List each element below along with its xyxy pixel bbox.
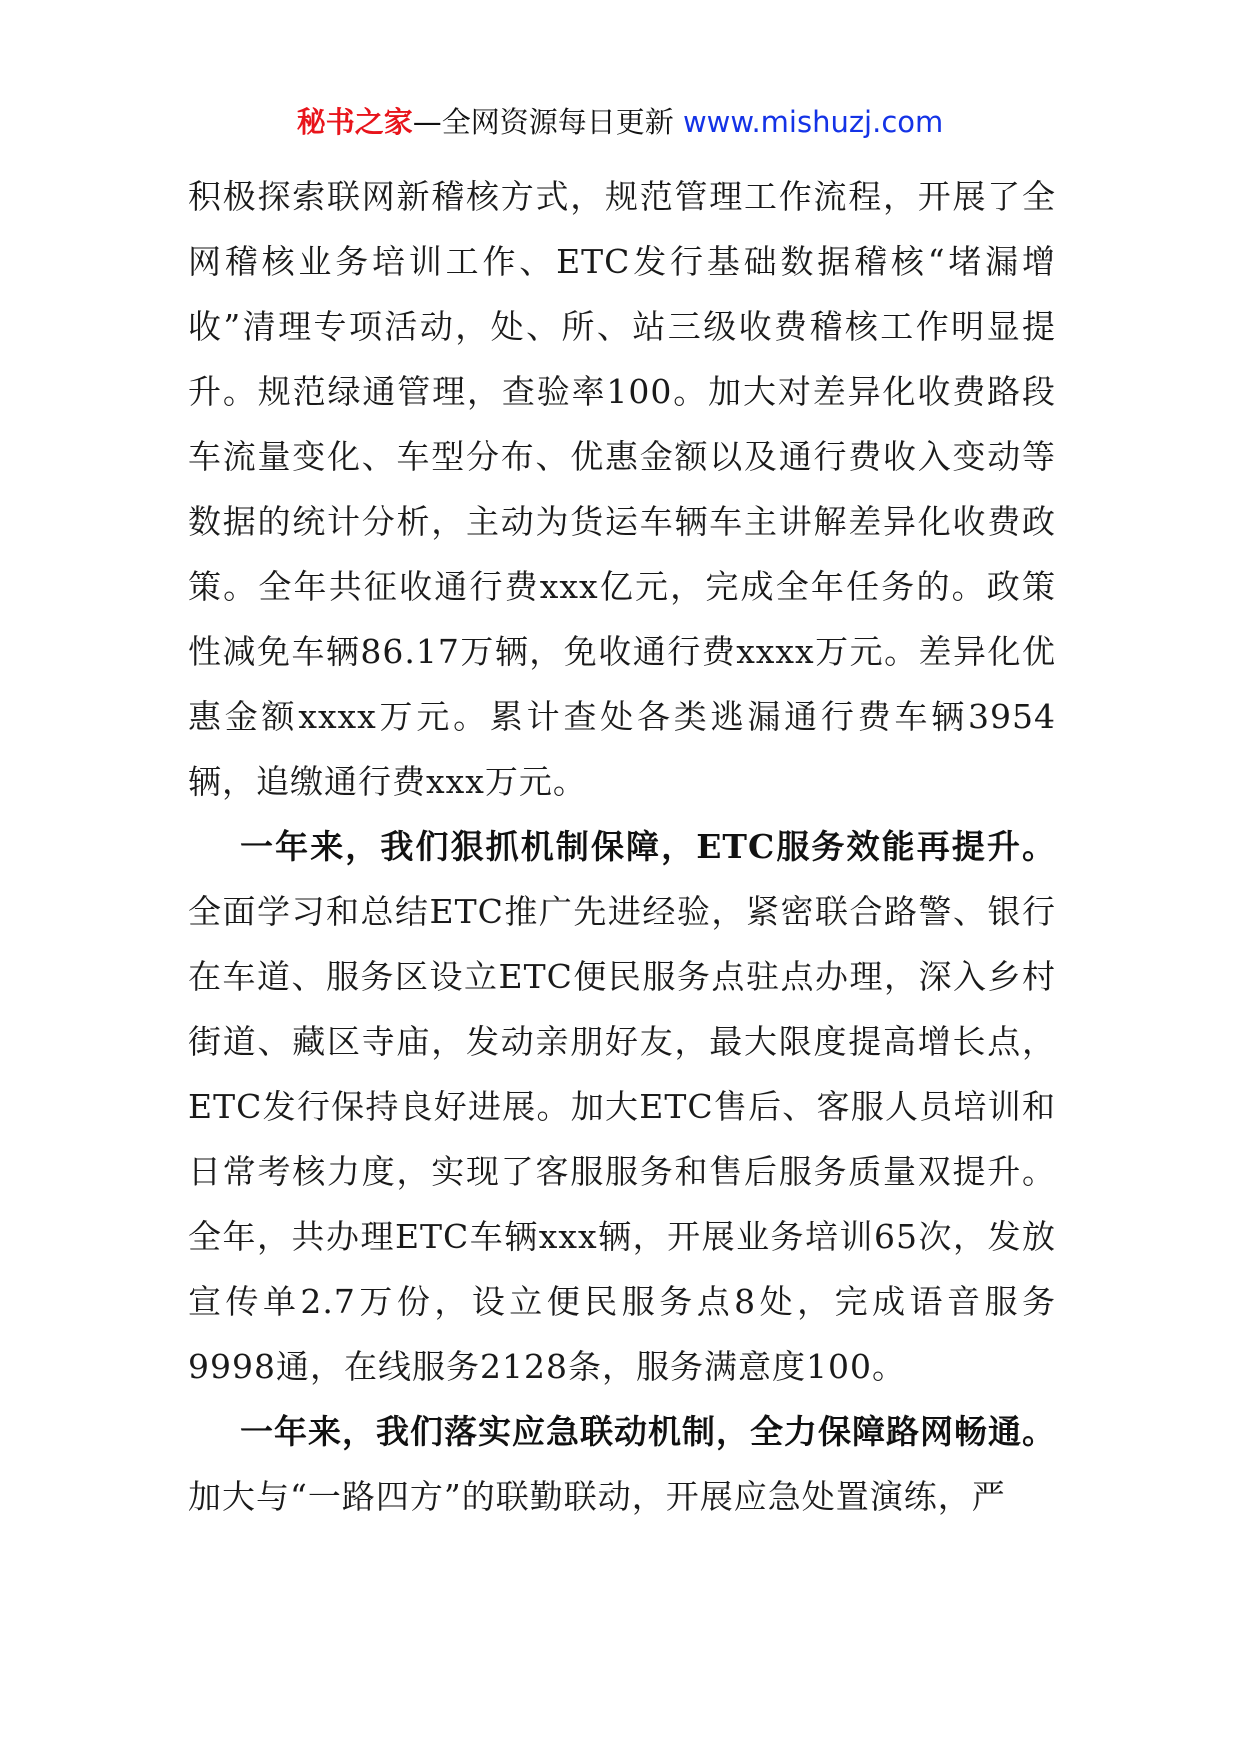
paragraph-lead-heading: 一年来，我们狠抓机制保障，ETC服务效能再提升。	[240, 827, 1056, 866]
paragraph-continued	[188, 164, 1056, 814]
site-brand: 秘书之家	[296, 105, 413, 139]
paragraph-text: 全面学习和总结ETC推广先进经验，紧密联合路警、银行在车道、服务区设立ETC便民服务点驻点办理，深入乡村街道、藏区寺庙，发动亲朋好友，最大限度提高增长点，ETC发行保持良好进展。加大ETC售后、客服人员培训和日常考核力度，实现了客服服务和售后服务质量双提升。全年，共办理ETC车辆xxx辆，开展业务培训65次，发放宣传单2.7万份，设立便民服务点8处，完成语音服务9998通，在线服务2128条，服务满意度100。	[188, 892, 1056, 1386]
paragraph-text: 加大与“一路四方”的联勤联动，开展应急处置演练，严	[188, 1477, 1006, 1516]
site-header	[0, 100, 1240, 144]
paragraph-lead-heading: 一年来，我们落实应急联动机制，全力保障路网畅通。	[240, 1412, 1056, 1451]
site-url-link[interactable]: www.mishuzj.com	[682, 105, 944, 139]
site-tagline: —全网资源每日更新	[412, 105, 674, 139]
document-body	[188, 164, 1056, 1529]
paragraph-text: 积极探索联网新稽核方式，规范管理工作流程，开展了全网稽核业务培训工作、ETC发行基础数据稽核“堵漏增收”清理专项活动，处、所、站三级收费稽核工作明显提升。规范绿通管理，查验率100。加大对差异化收费路段车流量变化、车型分布、优惠金额以及通行费收入变动等数据的统计分析，主动为货运车辆车主讲解差异化收费政策。全年共征收通行费xxx亿元，完成全年任务的。政策性减免车辆86.17万辆，免收通行费xxxx万元。差异化优惠金额xxxx万元。累计查处各类逃漏通行费车辆3954辆，追缴通行费xxx万元。	[188, 177, 1056, 801]
paragraph-etc-service	[188, 814, 1056, 1399]
paragraph-emergency	[188, 1399, 1056, 1529]
